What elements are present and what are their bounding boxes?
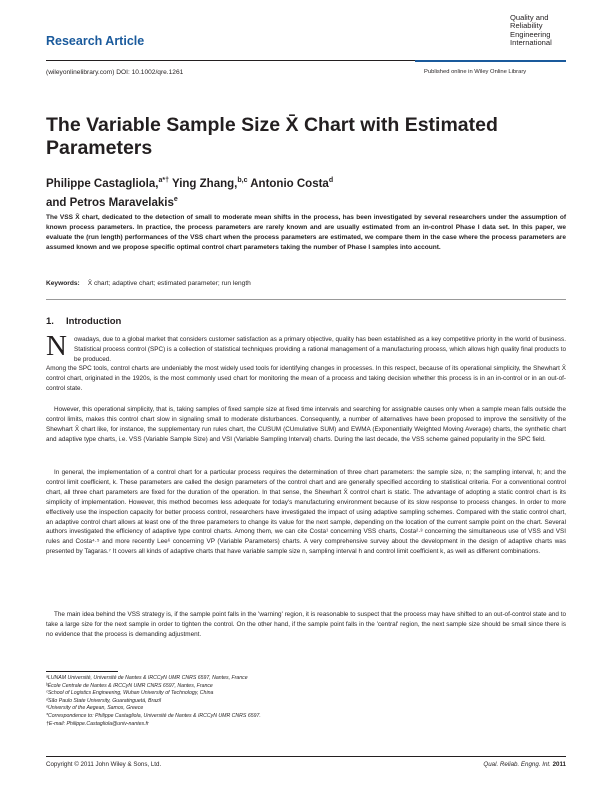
affiliation-marker: e: [173, 195, 178, 203]
header-accent-divider: [415, 60, 566, 62]
affiliation-marker: d: [328, 177, 334, 184]
keywords-text: X̄ chart; adaptive chart; estimated parameter; run length: [87, 280, 251, 287]
author-name: Antonio Costa: [247, 177, 329, 190]
journal-name-line: Quality and: [510, 13, 549, 22]
section-title: Introduction: [65, 316, 122, 327]
footnote-divider: [46, 671, 118, 672]
published-online-note: Published online in Wiley Online Library: [424, 69, 527, 75]
article-type-label: Research Article: [46, 34, 145, 48]
citation-journal: Qual. Reliab. Engng. Int.: [483, 761, 551, 768]
author-name: Ying Zhang,: [168, 177, 238, 190]
journal-name-line: Reliability: [510, 21, 543, 31]
body-paragraph: owadays, due to a global market that considers customer satisfaction as a primary objective, quality has been established as a key competitive priority in the world of business. Statistical process control (SPC) is a collection of statistical techniques providing a rational management of a manufacturing process, which allows high quality final products to be produced.: [74, 336, 566, 363]
drop-cap: N: [46, 330, 67, 362]
footnote: ᵉUniversity of the Aegean, Samos, Greece: [46, 705, 144, 712]
affiliation-marker: b,c: [237, 177, 248, 184]
footnote: ᵇÉcole Centrale de Nantes & IRCCyN UMR CNRS 6597, Nantes, France: [46, 682, 213, 689]
footnote-email[interactable]: †E-mail: Philippe.Castagliola@univ-nantes.fr: [46, 720, 149, 727]
footer-divider: [46, 756, 566, 757]
section-number: 1.: [46, 316, 54, 327]
body-paragraph: [46, 405, 566, 445]
keywords: [46, 280, 251, 287]
body-paragraph: [46, 468, 566, 557]
abstract: The VSS X̄ chart, dedicated to the detection of small to moderate mean shifts in the process, has been investigated by several researchers under the assumption of known process parameters. In practice, the process parameters are rarely known and are usually estimated from an in-control Phase I data set. In this paper, we evaluate the (run length) performances of the VSS chart when the process parameters are estimated, we compare them in the case where the process parameters are assumed known and we propose specific optimal control chart parameters taking the number of Phase I samples into account.: [46, 214, 566, 251]
author-name: and Petros Maravelakis: [46, 196, 174, 209]
journal-name-line: Engineering: [510, 29, 551, 39]
footnote: ᵈSão Paulo State University, Guaratinguetá, Brazil: [46, 697, 161, 704]
footnote: ᵃLUNAM Université, Université de Nantes & IRCCyN UMR CNRS 6597, Nantes, France: [46, 675, 248, 681]
author-list: [46, 173, 566, 211]
paragraph-text: In general, the implementation of a control chart for a particular process requires the determination of three chart parameters: the sample size, n; the sampling interval, h; and the control limit coefficient, k. These parameters are called the design parameters of the control chart and are generally specified according to statistical criteria. For a conventional control chart, all three chart parameters are fixed for the duration of the operation. In that sense, the Shewhart X̄ control chart is static. The advantage of adopting a static control chart is its simplicity of implementation. However, this method becomes less adequate for today's manufacturing environment because of its slow response to process changes. In order to more effectively use the inspection capacity for better process control, researchers have investigated the impact of using adaptive sampling schemes. Compared with the static control chart, an adaptive control chart allows at least one of the three parameters to change its value for the next sample, depending on the location of the current sample point on the chart. Several authors investigated the efficiency of adaptive type control charts. Among them, we can cite Costa¹ concerning VSS charts, Costa²·³ concerning the simultaneous use of VSS and VSI rules and Costa⁴·⁵ and more recently Lee⁶ concerning VP (Variable Parameters) charts. A very comprehensive survey about the development in the design of adaptive charts was presented by Tagaras.⁷ It covers all kinds of adaptive charts that have variable sample size n, sampling interval h and control limit coefficient k, as well as different combinations.: [46, 469, 566, 556]
journal-name-line: International: [510, 38, 552, 48]
footnote: *Correspondence to: Philippe Castagliola, Université de Nantes & IRCCyN UMR CNRS 6597.: [46, 712, 261, 719]
author-name: Philippe Castagliola,: [46, 177, 159, 190]
journal-citation: [440, 761, 566, 768]
doi-line[interactable]: (wileyonlinelibrary.com) DOI: 10.1002/qre.1261: [46, 69, 184, 76]
paper-title: The Variable Sample Size X̄ Chart with Estimated Parameters: [46, 114, 498, 159]
paragraph-text: The main idea behind the VSS strategy is, if the sample point falls in the 'warning' region, it is reasonable to suspect that the process may have shifted to an out-of-control state and to take a large size for the next sample in order to tighten the control. On the other hand, if the sample point falls in the 'central' region, the next sample size should be small since there is no evidence that the process is demanding adjustment.: [46, 611, 566, 638]
section-heading: [46, 316, 133, 327]
citation-year: 2011: [552, 761, 566, 768]
copyright-notice: Copyright © 2011 John Wiley & Sons, Ltd.: [46, 761, 162, 768]
keywords-label: Keywords:: [46, 280, 80, 287]
journal-name: [510, 14, 590, 48]
paragraph-text: However, this operational simplicity, that is, taking samples of fixed sample size at fixed time intervals and searching for assignable causes only when a sample mean falls outside the control limits, makes this control chart slow in signaling small to moderate disturbances. Consequently, a number of alternatives have been proposed to improve the sensitivity of the Shewhart X̄ chart like, for instance, the supplementary run rules chart, the CUSUM (CUmulative SUM) and EWMA (Exponentially Weighted Moving Average) charts, the synthetic chart and adaptive type charts, i.e. VSS (Variable Sample Size) and VSI (Variable Sampling Interval) charts. During the last decade, the VSS scheme gained popularity in the SPC field.: [46, 406, 566, 443]
body-paragraph: [46, 610, 566, 640]
footnote: ᶜSchool of Logistics Engineering, Wuhan University of Technology, China: [46, 690, 214, 697]
keywords-divider: [46, 299, 566, 300]
affiliation-marker: a*†: [158, 177, 169, 184]
body-paragraph: Among the SPC tools, control charts are undeniably the most widely used tools for identifying changes in processes. In this respect, because of its operational simplicity, the Shewhart X̄ control chart, originated in the 1920s, is the most commonly used chart for monitoring the mean of a process and taking decision whether this process is in an in-control or in an out-of-control state.: [46, 365, 566, 392]
footnotes: [46, 675, 566, 728]
